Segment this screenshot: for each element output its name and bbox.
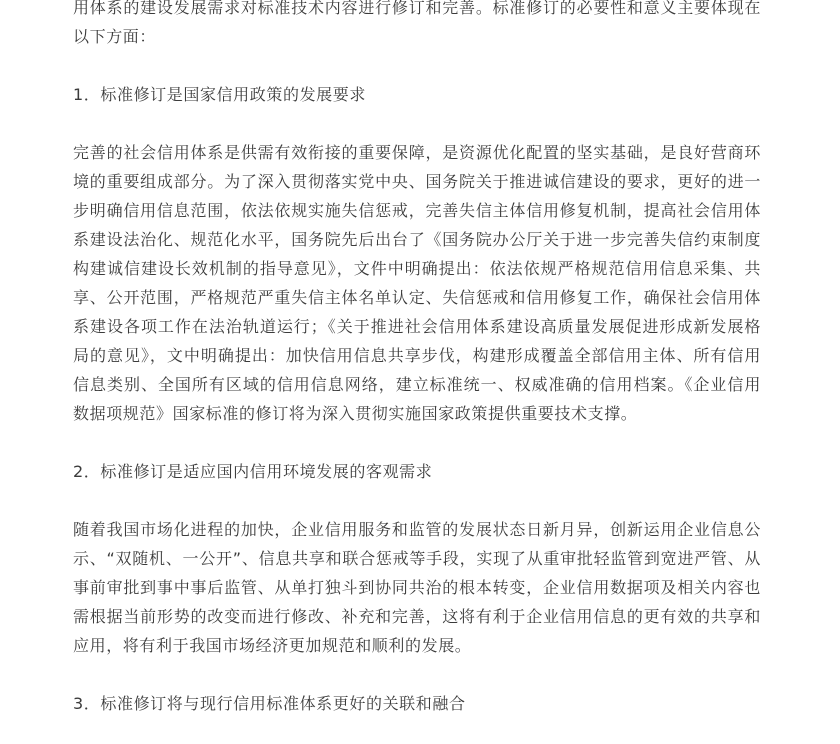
paragraph-spacer: [73, 486, 761, 515]
section-2-heading: 2．标准修订是适应国内信用环境发展的客观需求: [73, 462, 433, 481]
paragraph-spacer: [73, 109, 761, 138]
paragraph-spacer: [73, 51, 761, 80]
section-1-heading: 1．标准修订是国家信用政策的发展要求: [73, 85, 366, 104]
article-body: [73, 0, 761, 718]
paragraph-spacer: [73, 660, 761, 689]
intro-paragraph: 用体系的建设发展需求对标准技术内容进行修订和完善。标准修订的必要性和意义主要体现在以下方面：: [73, 0, 761, 46]
section-2-paragraph: 随着我国市场化进程的加快，企业信用服务和监管的发展状态日新月异，创新运用企业信息公示、“双随机、一公开”、信息共享和联合惩戒等手段，实现了从重审批轻监管到宽进严管、从事前审批到事中事后监管、从单打独斗到协同共治的根本转变，企业信用数据项及相关内容也需根据当前形势的改变而进行修改、补充和完善，这将有利于企业信用信息的更有效的共享和应用，将有利于我国市场经济更加规范和顺利的发展。: [73, 520, 761, 655]
paragraph-spacer: [73, 428, 761, 457]
section-3-heading: 3．标准修订将与现行信用标准体系更好的关联和融合: [73, 694, 466, 713]
section-1-paragraph: 完善的社会信用体系是供需有效衔接的重要保障，是资源优化配置的坚实基础，是良好营商环境的重要组成部分。为了深入贯彻落实党中央、国务院关于推进诚信建设的要求，更好的进一步明确信用信息范围，依法依规实施失信惩戒，完善失信主体信用修复机制，提高社会信用体系建设法治化、规范化水平，国务院先后出台了《国务院办公厅关于进一步完善失信约束制度构建诚信建设长效机制的指导意见》，文件中明确提出：依法依规严格规范信用信息采集、共享、公开范围，严格规范严重失信主体名单认定、失信惩戒和信用修复工作，确保社会信用体系建设各项工作在法治轨道运行；《关于推进社会信用体系建设高质量发展促进形成新发展格局的意见》，文中明确提出：加快信用信息共享步伐，构建形成覆盖全部信用主体、所有信用信息类别、全国所有区域的信用信息网络，建立标准统一、权威准确的信用档案。《企业信用数据项规范》国家标准的修订将为深入贯彻实施国家政策提供重要技术支撑。: [73, 143, 761, 423]
